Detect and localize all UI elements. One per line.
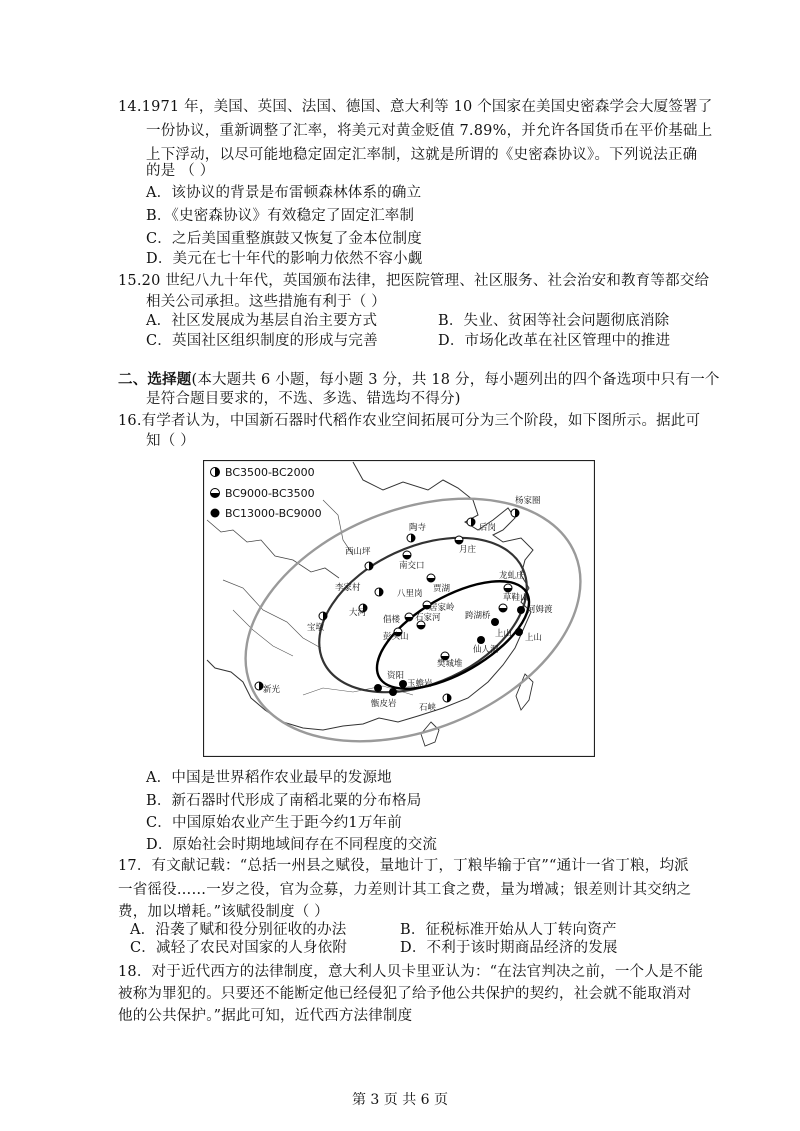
place-label: 跨湖桥 — [465, 611, 491, 621]
q14-option-a: A．该协议的背景是布雷顿森林体系的确立 — [146, 185, 422, 201]
place-label: 甑皮岩 — [371, 699, 397, 709]
q16-option-a: A．中国是世界稻作农业最早的发源地 — [146, 770, 392, 786]
place-label: 倡楼 — [383, 615, 401, 625]
section-2-heading: 二、选择题 — [118, 371, 192, 388]
q15-option-a: A．社区发展成为基层自治主要方式 — [146, 313, 378, 329]
place-label: 南交口 — [399, 561, 425, 571]
section-2-instructions-2: 是符合题目要求的，不选、多选、错选均不得分) — [146, 391, 461, 407]
q15-option-d: D．市场化改革在社区管理中的推进 — [438, 333, 671, 349]
page-footer: 第 3 页 共 6 页 — [351, 1092, 449, 1108]
q15-option-c: C．英国社区组织制度的形成与完善 — [146, 333, 378, 349]
q17-option-b: B．征税标准开始从人丁转向资产 — [400, 922, 617, 938]
place-label: 上山 — [525, 633, 543, 643]
q14-line-3: 上下浮动，以尽可能地稳定固定汇率制，这就是所谓的《史密森协议》。下列说法正确 — [146, 147, 698, 163]
place-label: 上山 — [495, 629, 513, 639]
q14-line-4: 的是 （ ） — [146, 163, 215, 179]
q14-option-d: D．美元在七十年代的影响力依然不容小觑 — [146, 251, 423, 267]
place-label: 后岗 — [479, 523, 497, 533]
q17-line-3: 费，加以增耗。”该赋役制度（ ） — [118, 904, 329, 920]
rice-agriculture-map — [203, 460, 595, 757]
legend-stage-3: BC3500-BC2000 — [225, 466, 315, 479]
q14-line-1: 14.1971 年，美国、英国、法国、德国、意大利等 10 个国家在美国史密森学会大厦签署了 — [118, 99, 713, 115]
q18-line-1: 18．对于近代西方的法律制度，意大利人贝卡里亚认为：“在法官判决之前，一个人是不能 — [118, 964, 704, 980]
q17-option-d: D．不利于该时期商品经济的发展 — [400, 940, 618, 956]
q17-line-2: 一省徭役……一岁之役，官为佥募，力差则计其工食之费，量为增减；银差则计其交纳之 — [118, 882, 692, 898]
place-label: 河姆渡 — [527, 605, 553, 615]
place-label: 彭头山 — [383, 632, 409, 642]
place-label: 大河 — [349, 608, 367, 618]
section-2-heading-line — [118, 370, 720, 390]
legend-stage-1: BC13000-BC9000 — [225, 507, 322, 520]
place-label: 八里岗 — [397, 589, 423, 599]
place-label: 杨家圈 — [515, 496, 541, 506]
q18-line-2: 被称为罪犯的。只要还不能断定他已经侵犯了给予他公共保护的契约，社会就不能取消对 — [118, 986, 692, 1002]
place-label: 石峡 — [419, 703, 437, 713]
legend-stage-2: BC9000-BC3500 — [225, 487, 315, 500]
place-label: 龙虬庄 — [499, 571, 525, 581]
q14-option-c: C．之后美国重整旗鼓又恢复了金本位制度 — [146, 231, 422, 247]
q18-line-3: 他的公共保护。”据此可知，近代西方法律制度 — [118, 1008, 413, 1024]
place-label: 玉蟾岩 — [407, 679, 433, 689]
place-label: 李家村 — [335, 583, 361, 593]
q17-line-1: 17．有文献记载：“总括一州县之赋役，量地计丁，丁粮毕输于官”“通计一省丁粮，均派 — [118, 858, 689, 874]
q17-option-c: C．减轻了农民对国家的人身依附 — [130, 940, 348, 956]
place-label: 西山坪 — [345, 547, 371, 557]
q16-option-b: B．新石器时代形成了南稻北粟的分布格局 — [146, 793, 422, 809]
map-legend — [211, 466, 322, 520]
q16-line-1: 16.有学者认为，中国新石器时代稻作农业空间拓展可分为三个阶段，如下图所示。据此可 — [118, 413, 701, 429]
place-label: 新光 — [263, 685, 281, 695]
q15-option-b: B．失业、贫困等社会问题彻底消除 — [438, 313, 670, 329]
place-label: 居家岭 — [429, 603, 455, 613]
q16-option-d: D．原始社会时期地域间存在不同程度的交流 — [146, 837, 438, 853]
q15-line-1: 15.20 世纪八九十年代，英国颁布法律，把医院管理、社区服务、社会治安和教育等都交给 — [118, 273, 710, 289]
place-label: 资阳 — [387, 671, 405, 681]
q14-line-2: 一份协议，重新调整了汇率，将美元对黄金贬值 7.89%，并允许各国货币在平价基础上 — [146, 123, 713, 139]
q17-option-a: A．沿袭了赋和役分别征收的办法 — [130, 922, 347, 938]
q16-option-c: C．中国原始农业产生于距今约1万年前 — [146, 815, 402, 831]
section-2-instructions: (本大题共 6 小题，每小题 3 分，共 18 分，每小题列出的四个备选项中只有一个 — [191, 372, 720, 388]
place-label: 草鞋山 — [503, 593, 529, 603]
place-label: 贾湖 — [433, 584, 451, 594]
place-label: 樊城堆 — [437, 659, 463, 669]
q16-line-2: 知（ ） — [146, 433, 195, 449]
place-label: 月庄 — [459, 545, 477, 555]
place-label: 石家河 — [415, 613, 441, 623]
place-label: 陶寺 — [409, 523, 427, 533]
q15-line-2: 相关公司承担。这些措施有利于（ ） — [146, 294, 387, 310]
q14-option-b: B．《史密森协议》有效稳定了固定汇率制 — [146, 208, 415, 224]
place-label: 宝墩 — [307, 623, 325, 633]
place-label: 仙人洞 — [473, 645, 499, 655]
